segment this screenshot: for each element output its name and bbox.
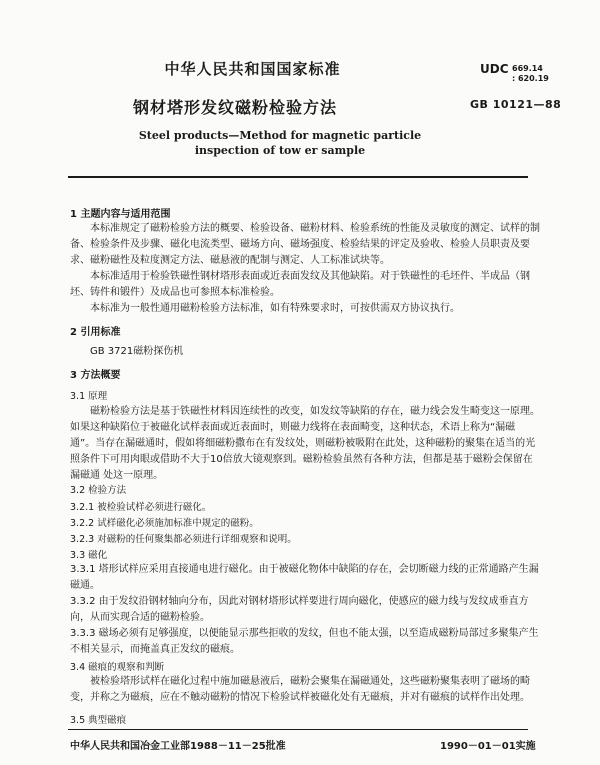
english-title-line-1: Steel products—Method for magnetic particle <box>138 129 422 142</box>
approval-note: 中华人民共和国冶金工业部1988－11－25批准 <box>70 741 286 752</box>
reference-standard: GB 3721磁粉探伤机 <box>90 346 184 357</box>
gb-number: GB 10121—88 <box>470 98 562 111</box>
udc-code-1: 669.14 <box>512 64 543 73</box>
udc-label: UDC <box>480 62 509 76</box>
udc-codes <box>512 64 549 84</box>
section-3-heading: 3 方法概要 <box>70 370 121 381</box>
section-3-1-paragraph: 磁粉检验方法是基于铁磁性材料因连续性的改变，如发纹等缺陷的存在，磁力线会发生畸变这一原理。如果这种缺陷位于被磁化试样表面或近表面时，则磁力线将在表面畸变，这种状态，术语上称为“漏磁通”。当存在漏磁通时，假如将细磁粉撒布在有发纹处，则磁粉被吸附在此处，这种磁粉的聚集在适当的光照条件下可用肉眼或借助不大于10倍放大镜观察到。磁粉检验虽然有各种方法，但都是基于磁粉会保留在漏磁通 处这一原理。 <box>70 406 540 481</box>
section-3-2-heading: 3.2 检验方法 <box>70 485 127 496</box>
section-1-paragraph-2: 本标准适用于检验铁磁性钢材塔形表面或近表面发纹及其他缺陷。对于铁磁性的毛坯件、半成品（钢坯、铸件和锻件）及成品也可参照本标准检验。 <box>70 271 530 298</box>
section-3-2-3: 3.2.3 对磁粉的任何聚集都必须进行详细观察和说明。 <box>70 534 297 545</box>
section-1-heading: 1 主题内容与适用范围 <box>70 209 171 220</box>
english-title <box>0 128 560 158</box>
english-title-line-2: inspection of tow er sample <box>194 144 366 157</box>
bottom-rule <box>68 729 528 730</box>
section-3-4-paragraph: 被检验塔形试样在磁化过程中施加磁悬液后，磁粉会聚集在漏磁通处，这些磁粉聚集表明了磁场的畸变，并称之为磁痕，应在不触动磁粉的情况下检验试样被磁化处有无磁痕，并对有磁痕的试样作出处理。 <box>70 676 530 703</box>
section-3-3-3: 3.3.3 磁场必须有足够强度，以便能显示那些拒收的发纹，但也不能太强，以至造成磁粉局部过多聚集产生不相关显示，而掩盖真正发纹的磁痕。 <box>70 628 539 655</box>
section-3-1-heading: 3.1 原理 <box>70 391 108 402</box>
section-3-2-1: 3.2.1 被检验试样必须进行磁化。 <box>70 502 212 513</box>
section-3-3-2: 3.3.2 由于发纹沿钢材轴向分布，因此对钢材塔形试样要进行周向磁化，使感应的磁力线与发纹成垂直方向，从而实现合适的磁粉检验。 <box>70 596 529 623</box>
standard-org-title: 中华人民共和国国家标准 <box>164 60 341 78</box>
implementation-date: 1990－01－01实施 <box>440 741 536 752</box>
section-3-3-heading: 3.3 磁化 <box>70 550 108 561</box>
section-1-paragraph-3: 本标准为一般性通用磁粉检验方法标准，如有特殊要求时，可按供需双方协议执行。 <box>90 303 460 314</box>
section-3-5-heading: 3.5 典型磁痕 <box>70 715 127 726</box>
section-3-4-heading: 3.4 磁痕的观察和判断 <box>70 662 165 673</box>
section-1-paragraph-1: 本标准规定了磁粉检验方法的概要、检验设备、磁粉材料、检验系统的性能及灵敏度的测定、试样的制备、检验条件及步骤、磁化电流类型、磁场方向、磁场强度、检验结果的评定及验收、检验人员职责及要求、磁粉磁性及粒度测定方法、磁悬液的配制与测定、人工标准试块等。 <box>70 223 540 266</box>
section-2-heading: 2 引用标准 <box>70 327 121 338</box>
document-title: 钢材塔形发纹磁粉检验方法 <box>132 98 337 117</box>
section-3-2-2: 3.2.2 试样磁化必须施加标准中规定的磁粉。 <box>70 518 259 529</box>
top-rule <box>68 176 528 178</box>
udc-code-2: : 620.19 <box>512 74 549 83</box>
section-3-3-1: 3.3.1 塔形试样应采用直接通电进行磁化。由于被磁化物体中缺陷的存在，会切断磁力线的正常通路产生漏磁通。 <box>70 564 539 591</box>
